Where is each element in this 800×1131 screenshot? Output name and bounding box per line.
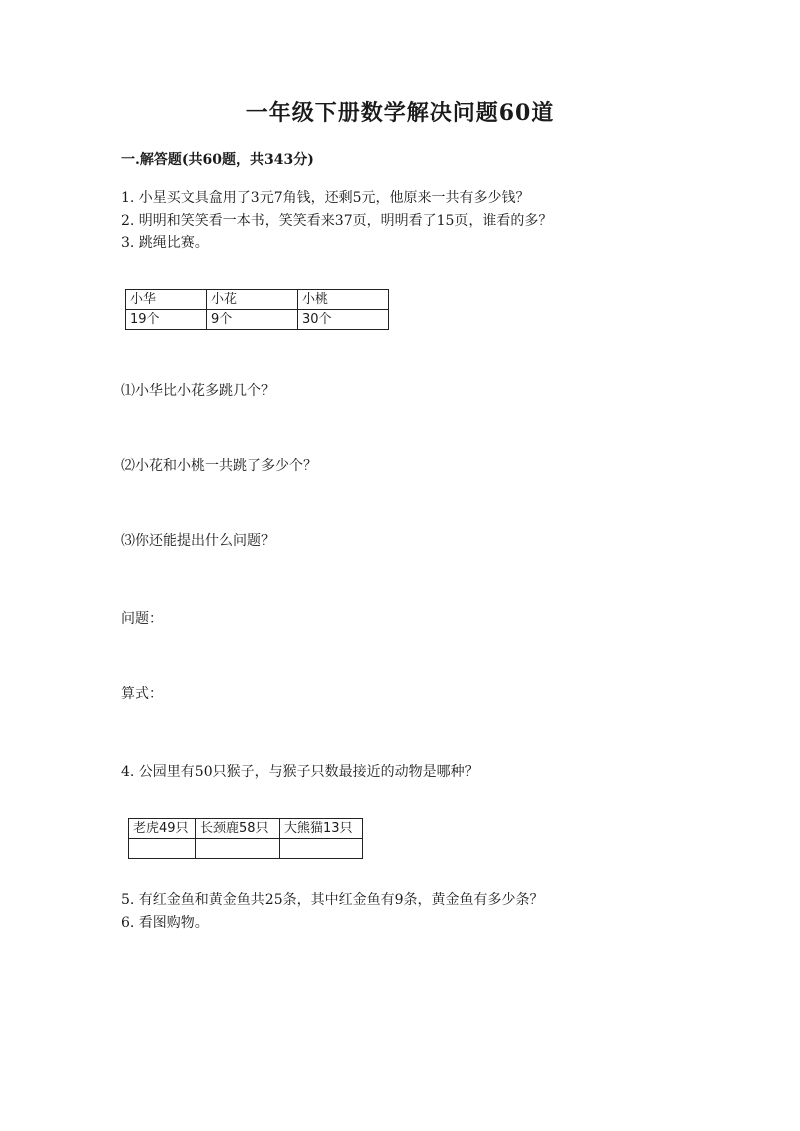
table-cell: 大熊猫13只 <box>280 819 363 839</box>
question-3: 3. 跳绳比赛。 <box>121 235 209 251</box>
question-2: 2. 明明和笑笑看一本书，笑笑看来37页，明明看了15页，谁看的多？ <box>121 213 553 229</box>
question-label: 问题： <box>121 611 163 627</box>
table-cell <box>196 839 280 859</box>
question-5: 5. 有红金鱼和黄金鱼共25条，其中红金鱼有9条，黄金鱼有多少条？ <box>121 892 544 908</box>
question-3-sub-2: ⑵小花和小桃一共跳了多少个？ <box>121 458 317 474</box>
question-3-sub-3: ⑶你还能提出什么问题？ <box>121 533 275 549</box>
table-header-row <box>129 819 363 839</box>
table-cell: 小花 <box>207 290 298 310</box>
table-cell: 9个 <box>207 310 298 330</box>
table-cell: 小桃 <box>298 290 389 310</box>
animal-table <box>128 818 363 859</box>
table-row <box>129 839 363 859</box>
question-4: 4. 公园里有50只猴子，与猴子只数最接近的动物是哪种？ <box>121 764 479 780</box>
page-title: 一年级下册数学解决问题60道 <box>245 100 555 126</box>
table-cell: 19个 <box>126 310 207 330</box>
table-cell: 长颈鹿58只 <box>196 819 280 839</box>
table-header-row <box>126 290 389 310</box>
question-3-sub-1: ⑴小华比小花多跳几个？ <box>121 383 275 399</box>
question-6: 6. 看图购物。 <box>121 915 209 931</box>
question-1: 1. 小星买文具盒用了3元7角钱，还剩5元，他原来一共有多少钱？ <box>121 190 530 206</box>
table-cell <box>280 839 363 859</box>
table-cell: 小华 <box>126 290 207 310</box>
table-row <box>126 310 389 330</box>
table-cell <box>129 839 196 859</box>
table-cell: 30个 <box>298 310 389 330</box>
section-heading: 一.解答题(共60题，共343分) <box>121 152 314 168</box>
jump-rope-table <box>125 289 389 330</box>
table-cell: 老虎49只 <box>129 819 196 839</box>
formula-label: 算式： <box>121 686 163 702</box>
